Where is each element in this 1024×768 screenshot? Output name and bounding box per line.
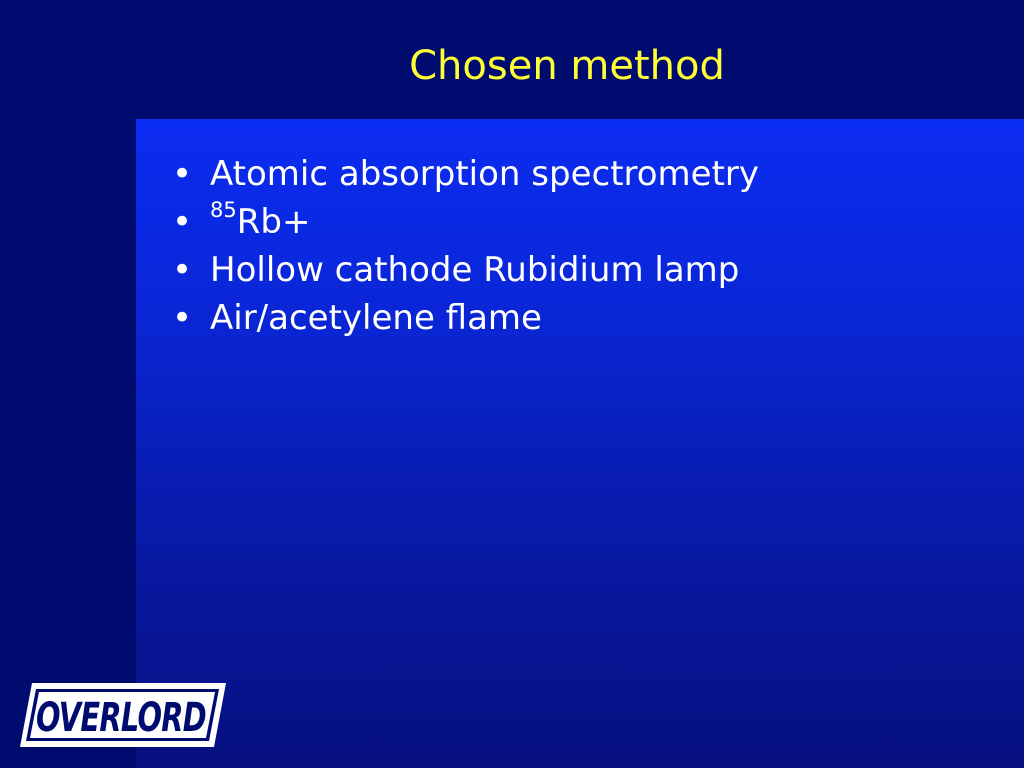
bullet-text: Atomic absorption spectrometry <box>210 154 760 194</box>
bullet-item <box>172 198 759 246</box>
bullet-dot: • <box>172 202 193 242</box>
bullet-item <box>172 246 759 294</box>
bullet-dot: • <box>172 250 193 290</box>
bullet-text: Hollow cathode Rubidium lamp <box>210 250 740 290</box>
bullet-item <box>172 294 759 342</box>
isotope-superscript: 85 <box>210 197 237 222</box>
slide-title: Chosen method <box>409 43 725 89</box>
bullet-dot: • <box>172 298 193 338</box>
overlord-logo <box>18 681 228 749</box>
bullet-dot: • <box>172 154 193 194</box>
bullet-text: Air/acetylene flame <box>210 298 542 338</box>
bullet-list <box>172 150 759 342</box>
bullet-item <box>172 150 759 198</box>
bullet-text: Rb+ <box>236 202 311 242</box>
logo-text: OVERLORD <box>36 695 206 741</box>
